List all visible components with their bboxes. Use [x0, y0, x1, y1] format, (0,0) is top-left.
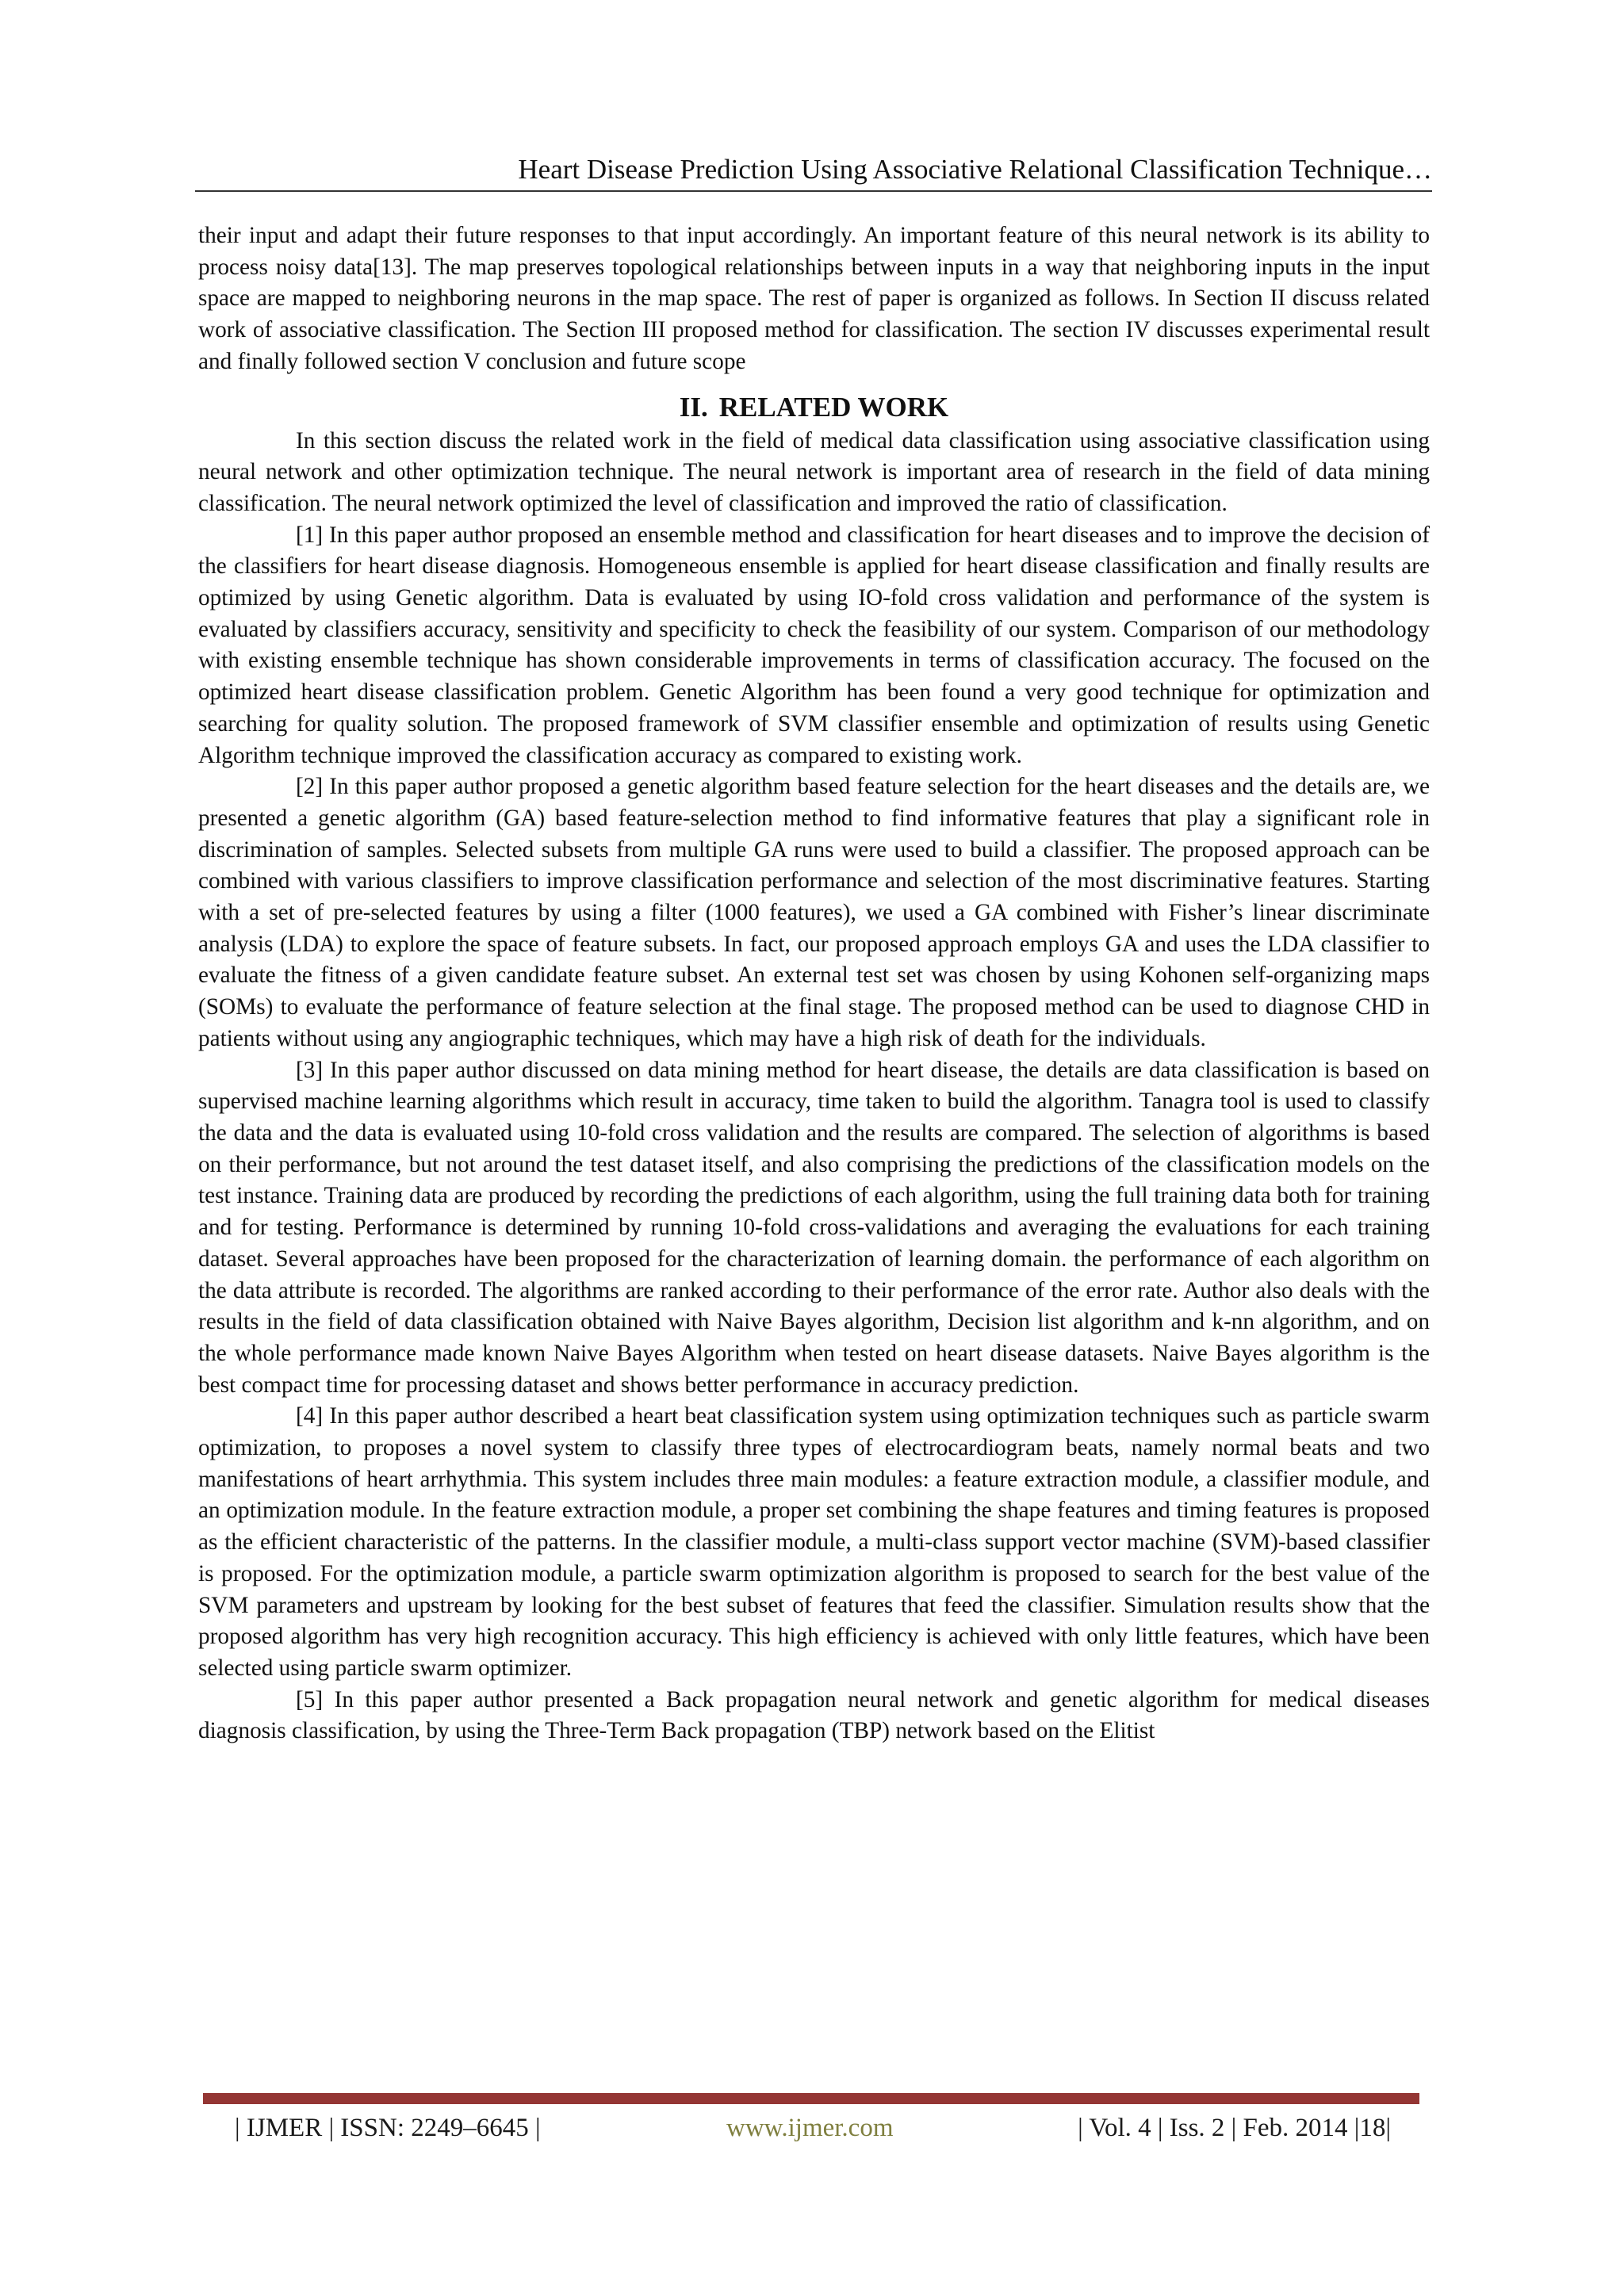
body-paragraph: [3] In this paper author discussed on data mining method for heart disease, the details are data classification is based on supervised machine learning algorithms which result in accuracy, time taken to build the algorithm. Tanagra tool is used to classify the data and the data is evaluated using 10-fold cross validation and the results are compared. The selection of algorithms is based on their performance, but not around the test dataset itself, and also comprising the predictions of the classification models on the test instance. Training data are produced by recording the predictions of each algorithm, using the full training data both for training and for testing. Performance is determined by running 10-fold cross-validations and averaging the evaluations for each training dataset. Several approaches have been proposed for the characterization of learning domain. the performance of each algorithm on the data attribute is recorded. The algorithms are ranked according to their performance of the error rate. Author also deals with the results in the field of data classification obtained with Naive Bayes algorithm, Decision list algorithm and k-nn algorithm, and on the whole performance made known Naive Bayes Algorithm when tested on heart disease datasets. Naive Bayes algorithm is the best compact time for processing dataset and shows better performance in accuracy prediction.: [198, 1057, 1430, 1398]
footer-bar: [203, 2093, 1419, 2104]
body-paragraph: In this section discuss the related work in the field of medical data classification using associative classification using neural network and other optimization technique. The neural network is important area of research in the field of data mining classification. The neural network optimized the level of classification and improved the ratio of classification.: [198, 427, 1430, 516]
body-paragraph: [5] In this paper author presented a Back propagation neural network and genetic algorithm for medical diseases diagnosis classification, by using the Three-Term Back propagation (TBP) network based on the Elitist: [198, 1686, 1430, 1744]
intro-paragraph: their input and adapt their future responses to that input accordingly. An important feature of this neural network is its ability to process noisy data[13]. The map preserves topological relationships between inputs in a way that neighboring inputs in the input space are mapped to neighboring neurons in the map space. The rest of paper is organized as follows. In Section II discuss related work of associative classification. The Section III proposed method for classification. The section IV discusses experimental result and finally followed section V conclusion and future scope: [198, 223, 1430, 374]
body-paragraph: [1] In this paper author proposed an ensemble method and classification for heart diseases and to improve the decision of the classifiers for heart disease diagnosis. Homogeneous ensemble is applied for heart disease classification and finally results are optimized by using Genetic algorithm. Data is evaluated by using IO-fold cross validation and performance of the system is evaluated by classifiers accuracy, sensitivity and specificity to check the feasibility of our system. Comparison of our methodology with existing ensemble technique has shown considerable improvements in terms of classification accuracy. The focused on the optimized heart disease classification problem. Genetic Algorithm has been found a very good technique for optimization and searching for quality solution. The proposed framework of SVM classifier ensemble and optimization of results using Genetic Algorithm technique improved the classification accuracy as compared to existing work.: [198, 522, 1430, 768]
footer-journal-info: | IJMER | ISSN: 2249–6645 |: [235, 2114, 541, 2142]
section-title: RELATED WORK: [718, 391, 949, 423]
body-paragraph: [2] In this paper author proposed a genetic algorithm based feature selection for the heart diseases and the details are, we presented a genetic algorithm (GA) based feature-selection method to find informative features that play a significant role in discrimination of samples. Selected subsets from multiple GA runs were used to build a classifier. The proposed approach can be combined with various classifiers to improve classification performance and selection of the most discriminative features. Starting with a set of pre-selected features by using a filter (1000 features), we used a GA combined with Fisher’s linear discriminate analysis (LDA) to explore the space of feature subsets. In fact, our proposed approach employs GA and uses the LDA classifier to evaluate the fitness of a given candidate feature subset. An external test set was chosen by using Kohonen self-organizing maps (SOMs) to evaluate the performance of feature selection at the final stage. The proposed method can be used to diagnose CHD in patients without using any angiographic techniques, which may have a high risk of death for the individuals.: [198, 774, 1430, 1051]
body-paragraph: [4] In this paper author described a heart beat classification system using optimization techniques such as particle swarm optimization, to proposes a novel system to classify three types of electrocardiogram beats, namely normal beats and two manifestations of heart arrhythmia. This system includes three main modules: a feature extraction module, a classifier module, and an optimization module. In the feature extraction module, a proper set combining the shape features and timing features is proposed as the efficient characteristic of the patterns. In the classifier module, a multi-class support vector machine (SVM)-based classifier is proposed. For the optimization module, a particle swarm optimization algorithm is proposed to search for the best value of the SVM parameters and upstream by looking for the best subset of features that feed the classifier. Simulation results show that the proposed algorithm has very high recognition accuracy. This high efficiency is achieved with only little features, which have been selected using particle swarm optimizer.: [198, 1403, 1430, 1681]
header-rule: [195, 190, 1432, 192]
running-header: Heart Disease Prediction Using Associative Relational Classification Technique…: [518, 154, 1432, 185]
footer-website-link[interactable]: www.ijmer.com: [726, 2114, 894, 2142]
section-number: II.: [679, 391, 708, 423]
page-body: [198, 220, 1430, 1747]
section-heading: [198, 389, 1430, 426]
footer-issue-info: | Vol. 4 | Iss. 2 | Feb. 2014 |18|: [1078, 2114, 1391, 2142]
page-footer: [203, 2110, 1419, 2145]
